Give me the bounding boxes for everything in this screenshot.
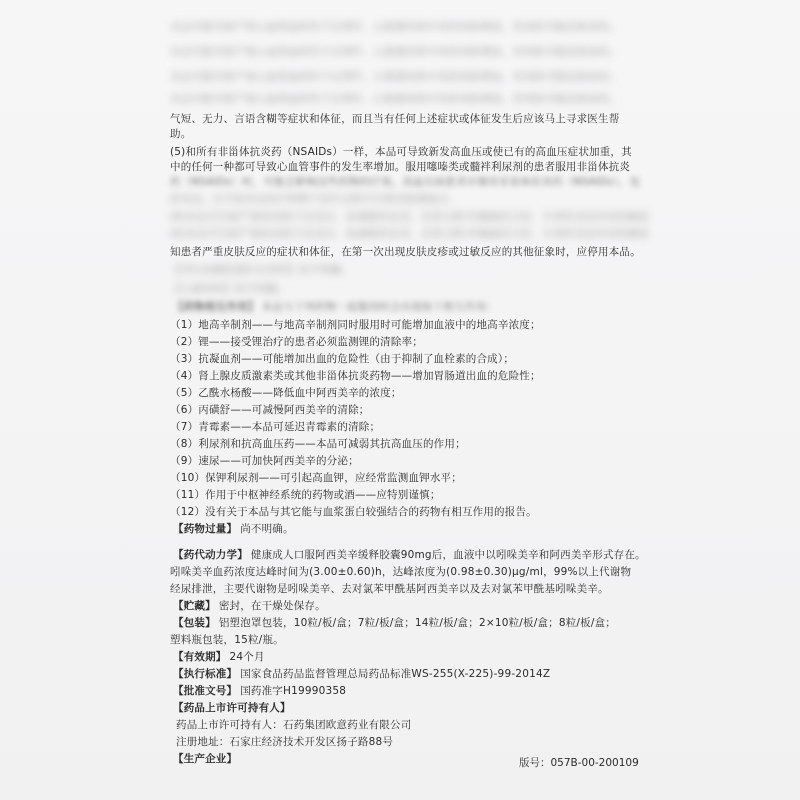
section-header: 【批准文号】 (173, 685, 238, 697)
package-line: 塑料瓶包装，15粒/瓶。 (170, 634, 284, 646)
pk-text: 健康成人口服阿西美辛缓释胶囊90mg后，血液中以吲哚美辛和阿西美辛形式存在。 (250, 549, 646, 561)
interaction-item: （10）保钾利尿剂——可引起高血钾，应经常监测血钾水平； (170, 472, 462, 484)
field-value: 石家庄经济技术开发区扬子路88号 (229, 736, 394, 748)
blurred-text: 本品可能导致严重心血管血栓性不良事件、心肌梗死和中风的风险增加，其风险可能是致命的。 (170, 71, 620, 83)
section-header: 【生产企业】 (173, 753, 238, 765)
interaction-item: （9）速尿——可加快阿西美辛的分泌； (170, 455, 359, 467)
section-header: 【有效期】 (173, 651, 227, 663)
interaction-item: （1）地高辛制剂——与地高辛制剂同时服用时可能增加血液中的地高辛浓度； (170, 319, 541, 331)
blurred-text: 本品可能导致严重心血管血栓性不良事件、心肌梗死和中风的风险增加，其风险可能是致命的。 (170, 21, 620, 33)
blurred-text: (6)本品可引起严重的皮肤不良反应，如剥脱性皮炎、史蒂文斯-约翰逊综合征、中毒性表皮坏死松解症 (170, 228, 650, 240)
warning-line: 气短、无力、言语含糊等症状和体征，而且当有任何上述症状或体征发生后应该马上寻求医生帮 (170, 113, 620, 125)
blurred-text: (6)本品可引起严重的皮肤不良反应，如剥脱性皮炎、史蒂文斯-约翰逊综合征、中毒性表皮坏死松解症 (170, 211, 650, 223)
version-value: 057B-00-200109 (550, 757, 639, 769)
paragraph-5-line: 药（NSAIDs）时，可能会影响这些药物的疗效。高血压病患者应慎用非甾体抗炎药（NSAIDs），包 (170, 176, 641, 188)
interaction-item: （6）丙磺舒——可减慢阿西美辛的清除； (170, 404, 370, 416)
storage-text: 密封，在干燥处保存。 (218, 600, 326, 612)
section-header: 【药品上市许可持有人】 (173, 702, 291, 714)
skin-reaction-line: 知患者严重皮肤反应的症状和体征，在第一次出现皮肤皮疹或过敏反应的其他征象时，应停用本品。 (170, 246, 641, 258)
field-label: 药品上市许可持有人： (176, 719, 283, 731)
interaction-item: （11）作用于中枢神经系统的药物或酒——应特别谨慎； (170, 489, 441, 501)
blurred-text: 【儿童用药】尚不明确。 (170, 283, 288, 295)
version-number (519, 755, 639, 770)
field-value: 石药集团欧意药业有限公司 (283, 719, 412, 731)
pk-line: 吲哚美辛血药浓度达峰时间为(3.00±0.60)h，达峰浓度为(0.98±0.30)μg/ml，99%以上代谢物 (170, 566, 632, 578)
warning-line: 助。 (170, 128, 192, 140)
package-text: 铝塑泡罩包装，10粒/板/盒；7粒/板/盒；14粒/板/盒；2×10粒/板/盒；8粒/板/盒； (218, 617, 617, 629)
paragraph-5-line: 中的任何一种都可导致心血管事件的发生率增加。服用噻嗪类或髓袢利尿剂的患者服用非甾体抗炎 (170, 161, 631, 173)
paragraph-5-line: (5)和所有非甾体抗炎药（NSAIDs）一样，本品可导致新发高血压或使已有的高血压症状加重，其 (170, 146, 632, 158)
blurred-text: 本品可能导致严重心血管血栓性不良事件、心肌梗死和中风的风险增加，其风险可能是致命的。 (170, 46, 620, 58)
interaction-item: （7）青霉素——本品可延迟青霉素的清除； (170, 421, 381, 433)
field-label: 注册地址： (176, 736, 230, 748)
manufacturer-header-line (170, 752, 240, 767)
interaction-item: （4）肾上腺皮质激素类或其他非甾体抗炎药物——增加胃肠道出血的危险性； (170, 370, 541, 382)
interaction-item: （8）利尿剂和抗高血压药——本品可减弱其抗高血压的作用； (170, 438, 466, 450)
blurred-text: 括本品。在开始本品治疗和整个治疗过程中应密切监测血压。 (170, 193, 459, 205)
interaction-intro-text: 本品与下列药物一起服用时会出现如下相互作用： (261, 301, 498, 313)
version-label: 版号： (519, 757, 551, 769)
interaction-item: （2）锂——接受锂治疗的患者必须监测锂的清除率； (170, 336, 423, 348)
approval-text: 国药准字H19990358 (240, 685, 347, 697)
section-header: 【贮藏】 (173, 600, 216, 612)
standard-text: 国家食品药品监督管理总局药品标准WS-255(X-225)-99-2014Z (240, 668, 551, 680)
section-header: 【包装】 (173, 617, 216, 629)
interaction-item: （3）抗凝血剂——可能增加出血的危险性（由于抑制了血栓素的合成）； (170, 353, 515, 365)
interaction-item: （5）乙酰水杨酸——降低血中阿西美辛的浓度； (170, 387, 402, 399)
overdose-text: 尚不明确。 (240, 523, 294, 535)
interaction-item: （12）没有关于本品与其它能与血浆蛋白较强结合的药物有相互作用的报告。 (170, 506, 537, 518)
validity-text: 24个月 (229, 651, 265, 663)
blurred-text: 本品可能导致严重心血管血栓性不良事件、心肌梗死和中风的风险增加，其风险可能是致命的。 (170, 93, 620, 105)
pk-line: 经尿排泄，主要代谢物是吲哚美辛、去对氯苯甲酰基阿西美辛以及去对氯苯甲酰基吲哚美辛。 (170, 583, 609, 595)
section-header: 【执行标准】 (173, 668, 238, 680)
section-header: 【药物过量】 (173, 523, 238, 535)
section-header: 【药物相互作用】 (173, 301, 259, 313)
blurred-text: 【孕妇及哺乳期妇女用药】尚不明确。 (170, 264, 352, 276)
section-header: 【药代动力学】 (173, 549, 248, 561)
